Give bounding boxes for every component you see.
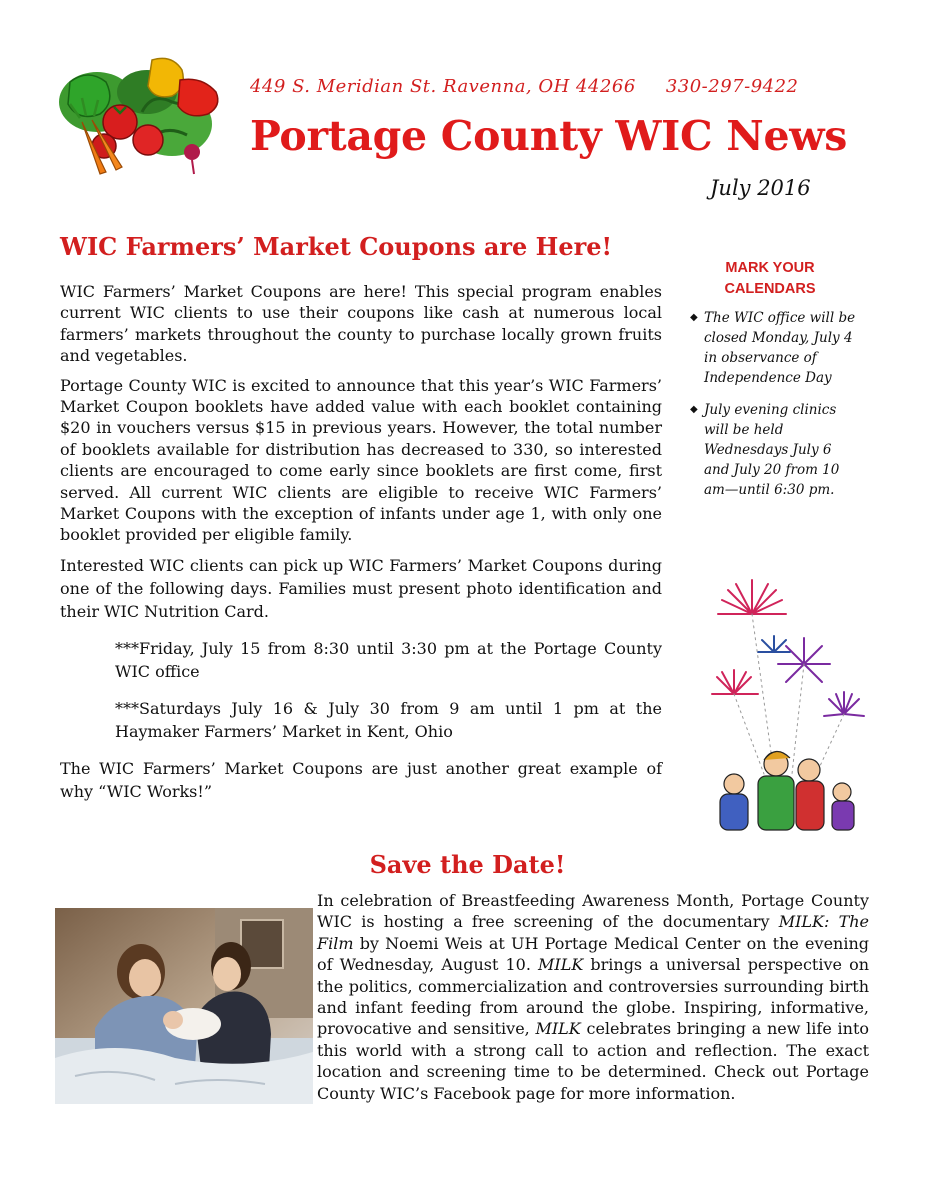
article-heading: WIC Farmers’ Market Coupons are Here! — [60, 232, 613, 261]
schedule-item: ***Saturdays July 16 & July 30 from 9 am until 1 pm at the Haymaker Farmers’ Market in Kent, Ohio — [115, 698, 662, 741]
sidebar-heading — [680, 258, 860, 300]
diamond-bullet-icon: ◆ — [690, 312, 698, 323]
film-title-short: MILK — [538, 955, 584, 975]
film-title-short: MILK — [535, 1019, 581, 1039]
schedule-item: ***Friday, July 15 from 8:30 until 3:30 pm at the Portage County WIC office — [115, 638, 662, 681]
article-paragraph: Interested WIC clients can pick up WIC Farmers’ Market Coupons during one of the following days. Families must present photo identification and their WIC Nutrition Card. — [60, 555, 662, 621]
article-paragraph: Portage County WIC is excited to announce that this year’s WIC Farmers’ Market Coupon booklets have added value with each booklet containing $20 in vouchers versus $15 in previous years. However, the total number of booklets available for distribution has decreased to 330, so interested clients are encouraged to come early since booklets are first come, first served. All current WIC clients are eligible to receive WIC Farmers’ Market Coupons with the exception of infants under age 1, with only one booklet provided per eligible family. — [60, 375, 662, 545]
list-item — [688, 308, 860, 388]
vegetables-clipart — [52, 52, 224, 178]
list-item — [688, 400, 860, 500]
article-farmers-market — [60, 232, 662, 811]
save-the-date-paragraph — [317, 890, 869, 1104]
calendar-sidebar — [688, 258, 860, 512]
phone-number: 330-297-9422 — [665, 76, 799, 97]
paragraph-text: by Noemi Weis at UH Portage Medical Center on the evening of Wednesday, August 10. — [317, 933, 869, 975]
list-item-text: July evening clinics will be held Wednesdays July 6 and July 20 from 10 am—until 6:30 pm. — [704, 402, 840, 498]
sidebar-list — [688, 308, 860, 500]
list-item-text: The WIC office will be closed Monday, July 4 in observance of Independence Day — [704, 310, 856, 386]
mother-and-nurse-photo — [55, 908, 313, 1104]
section-heading-text: Save the Date! — [369, 850, 566, 879]
diamond-bullet-icon: ◆ — [690, 404, 698, 415]
fireworks-clipart — [704, 574, 870, 834]
section-heading-save-the-date — [0, 850, 927, 879]
film-title: MILK: The Film — [317, 912, 870, 953]
paragraph-text: celebrates bringing a new life into this world with a strong call to action and reflection. The exact location and screening time to be determined. Check out Portage County WIC’s Facebook page for more information. — [317, 1019, 869, 1103]
article-paragraph: The WIC Farmers’ Market Coupons are just another great example of why “WIC Works!” — [60, 758, 662, 801]
newsletter-title: Portage County WIC News — [250, 112, 848, 160]
sidebar-heading-line: CALENDARS — [724, 281, 816, 297]
address-line — [250, 76, 799, 97]
sidebar-heading-line: MARK YOUR — [725, 260, 815, 276]
street-address: 449 S. Meridian St. Ravenna, OH 44266 — [250, 76, 636, 97]
paragraph-text: In celebration of Breastfeeding Awareness Month, Portage County WIC is hosting a free screening of the documentary — [317, 891, 869, 932]
article-paragraph: WIC Farmers’ Market Coupons are here! This special program enables current WIC clients to use their coupons like cash at numerous local farmers’ markets throughout the county to purchase locally grown fruits and vegetables. — [60, 282, 662, 366]
paragraph-text: brings a universal perspective on the politics, commercialization and controversies surrounding birth and infant feeding from around the globe. Inspiring, informative, provocative and sensitive, — [317, 955, 870, 1039]
issue-date: July 2016 — [710, 176, 811, 200]
